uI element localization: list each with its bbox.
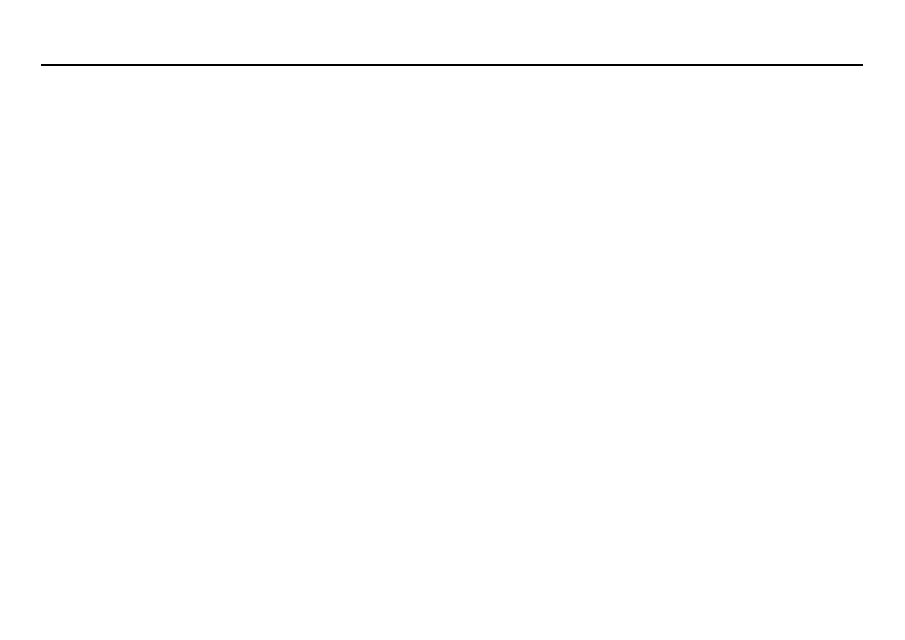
- table-section: [42, 65, 863, 66]
- section-title: [42, 65, 863, 66]
- budget-table: [41, 64, 863, 66]
- section-row: [42, 65, 863, 66]
